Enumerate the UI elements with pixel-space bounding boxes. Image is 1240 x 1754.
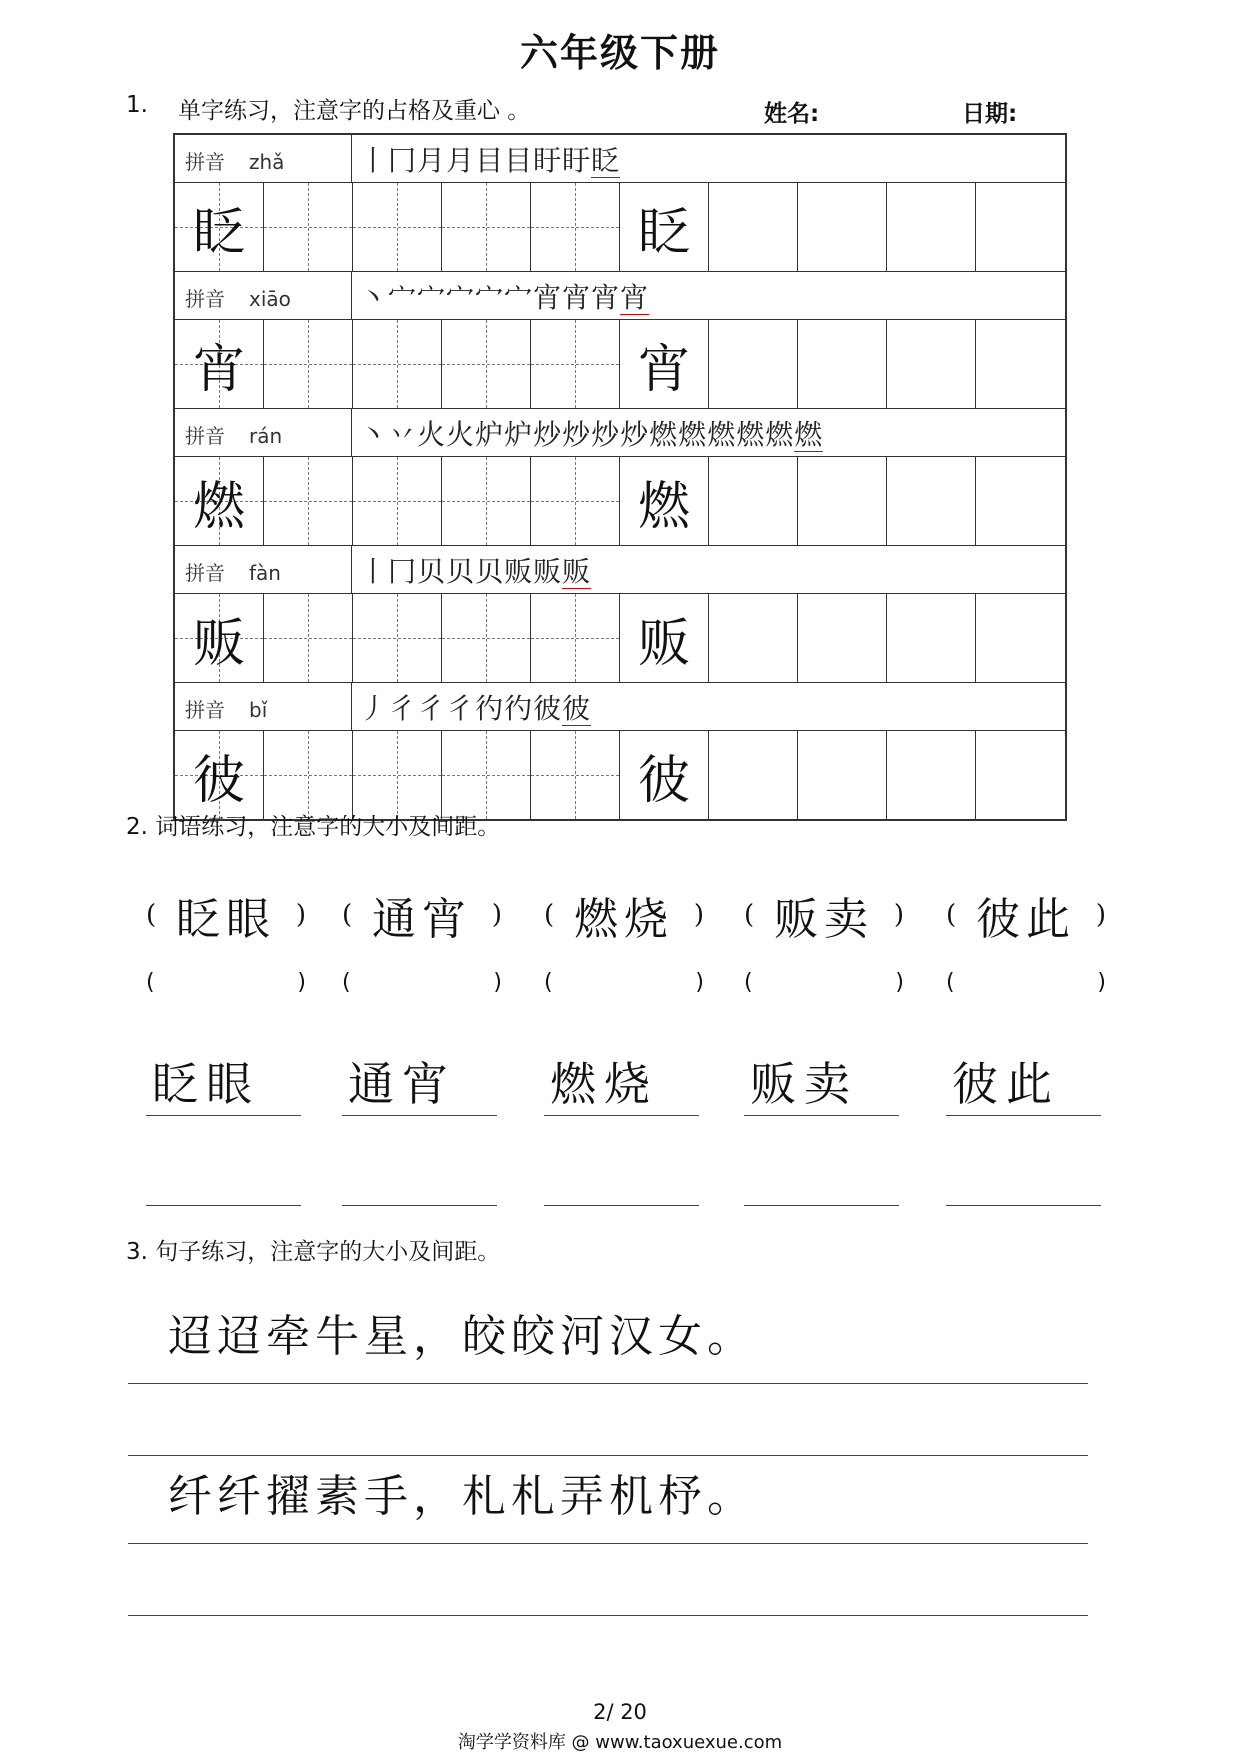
stroke-step: 炒 <box>533 418 563 451</box>
paren-open: ( <box>342 970 351 995</box>
page-number: 2/ 20 <box>593 1700 647 1724</box>
pinyin-value: rán <box>249 424 283 448</box>
writing-cell[interactable] <box>798 320 887 408</box>
paren-close: ) <box>1097 970 1106 995</box>
word-write-line[interactable] <box>946 1205 1101 1206</box>
stroke-step: 炒 <box>620 418 650 451</box>
section2-instruction: 2. 词语练习，注意字的大小及间距。 <box>126 814 501 840</box>
writing-row <box>175 457 1065 546</box>
paren-open: ( <box>946 970 955 995</box>
model-character: 彼 <box>192 750 245 811</box>
stroke-step: 彳 <box>388 692 418 725</box>
stroke-step: 炒 <box>562 418 592 451</box>
writing-cell[interactable] <box>264 594 353 682</box>
section1-number: 1. <box>126 92 148 118</box>
stroke-step: 燃 <box>765 418 795 451</box>
model-character: 燃 <box>192 476 245 537</box>
pinyin-row <box>175 135 1065 183</box>
paren-close: ) <box>491 900 502 930</box>
stroke-order <box>359 276 649 316</box>
word-trace: 彼此 <box>952 1057 1060 1111</box>
stroke-step: 月 <box>446 144 476 177</box>
stroke-step: 宀 <box>446 281 476 314</box>
writing-cell[interactable] <box>353 320 442 408</box>
pinyin-label-text: 拼音 <box>185 424 225 448</box>
paren-open: ( <box>946 900 957 930</box>
date-label: 日期: <box>962 101 1018 127</box>
writing-cell[interactable] <box>709 457 798 545</box>
pinyin-blank[interactable] <box>146 970 306 995</box>
writing-cell[interactable] <box>976 320 1065 408</box>
stroke-step: 丨 <box>359 144 389 177</box>
stroke-step: 眨 <box>591 144 621 177</box>
writing-cell[interactable] <box>620 731 709 819</box>
writing-cell[interactable] <box>798 183 887 271</box>
stroke-step: 冂 <box>388 555 418 588</box>
pinyin-label-text: 拼音 <box>185 150 225 174</box>
section3-instruction: 3. 句子练习，注意字的大小及间距。 <box>126 1239 501 1265</box>
paren-open: ( <box>342 900 353 930</box>
stroke-step: 宀 <box>475 281 505 314</box>
writing-cell[interactable] <box>887 731 976 819</box>
stroke-step: 丷 <box>388 418 418 451</box>
paren-close: ) <box>295 900 306 930</box>
writing-cell[interactable] <box>709 183 798 271</box>
word-trace-line[interactable] <box>744 1115 899 1116</box>
pinyin-label <box>185 557 335 586</box>
word-write-line[interactable] <box>342 1205 497 1206</box>
pinyin-row <box>175 683 1065 731</box>
stroke-order <box>359 687 591 727</box>
paren-close: ) <box>695 970 704 995</box>
writing-cell[interactable] <box>442 731 531 819</box>
pinyin-label <box>185 283 335 312</box>
stroke-step: 宵 <box>620 281 650 314</box>
pinyin-label <box>185 694 335 723</box>
writing-cell[interactable] <box>620 594 709 682</box>
pinyin-value: fàn <box>249 561 281 585</box>
writing-cell[interactable] <box>442 457 531 545</box>
character-practice-grid <box>173 133 1067 821</box>
model-character: 燃 <box>637 476 690 537</box>
writing-cell[interactable] <box>976 457 1065 545</box>
stroke-step: 目 <box>504 144 534 177</box>
word-trace-line[interactable] <box>544 1115 699 1116</box>
word-model: 通宵 <box>372 894 472 945</box>
stroke-step: 燃 <box>794 418 824 451</box>
stroke-step: 丶 <box>359 418 389 451</box>
writing-cell[interactable] <box>442 183 531 271</box>
word-trace: 贩卖 <box>750 1057 858 1111</box>
word-with-parentheses <box>544 885 704 945</box>
stroke-order <box>359 550 591 590</box>
writing-cell[interactable] <box>353 594 442 682</box>
word-with-parentheses <box>146 885 306 945</box>
writing-cell[interactable] <box>887 594 976 682</box>
paren-open: ( <box>744 970 753 995</box>
stroke-step: 宀 <box>388 281 418 314</box>
paren-open: ( <box>544 970 553 995</box>
word-with-parentheses <box>342 885 502 945</box>
pinyin-label <box>185 146 335 175</box>
pinyin-blank[interactable] <box>342 970 502 995</box>
pinyin-blank[interactable] <box>744 970 904 995</box>
sentence-write-line[interactable] <box>128 1455 1088 1456</box>
word-trace-line[interactable] <box>946 1115 1101 1116</box>
sentence-model: 纤纤擢素手，札札弄机杼。 <box>168 1471 756 1522</box>
stroke-step: 燃 <box>649 418 679 451</box>
model-character: 眨 <box>637 202 690 263</box>
model-character: 彼 <box>637 750 690 811</box>
writing-cell[interactable] <box>531 594 620 682</box>
writing-cell[interactable] <box>798 594 887 682</box>
paren-open: ( <box>146 970 155 995</box>
stroke-step: 彳 <box>417 692 447 725</box>
paren-open: ( <box>744 900 755 930</box>
paren-close: ) <box>297 970 306 995</box>
pinyin-blank[interactable] <box>544 970 704 995</box>
model-character: 贩 <box>637 613 690 674</box>
word-trace: 眨眼 <box>152 1057 260 1111</box>
stroke-step: 丿 <box>359 692 389 725</box>
stroke-step: 火 <box>417 418 447 451</box>
stroke-step: 盱 <box>562 144 592 177</box>
writing-row <box>175 731 1065 819</box>
word-model: 眨眼 <box>176 894 276 945</box>
stroke-step: 炉 <box>475 418 505 451</box>
stroke-step: 宀 <box>417 281 447 314</box>
stroke-step: 宵 <box>591 281 621 314</box>
paren-close: ) <box>693 900 704 930</box>
paren-close: ) <box>895 970 904 995</box>
writing-cell[interactable] <box>175 731 264 819</box>
stroke-step: 彼 <box>562 692 592 725</box>
word-trace-line[interactable] <box>342 1115 497 1116</box>
word-trace: 燃烧 <box>550 1057 658 1111</box>
writing-cell[interactable] <box>976 731 1065 819</box>
word-model: 贩卖 <box>774 894 874 945</box>
stroke-step: 盱 <box>533 144 563 177</box>
stroke-step: 宵 <box>533 281 563 314</box>
writing-cell[interactable] <box>709 731 798 819</box>
stroke-step: 宵 <box>562 281 592 314</box>
writing-cell[interactable] <box>353 457 442 545</box>
stroke-step: 彼 <box>533 692 563 725</box>
writing-cell[interactable] <box>175 594 264 682</box>
writing-cell[interactable] <box>620 183 709 271</box>
stroke-step: 贝 <box>446 555 476 588</box>
name-label: 姓名: <box>764 101 820 127</box>
stroke-step: 贩 <box>533 555 563 588</box>
writing-cell[interactable] <box>887 320 976 408</box>
writing-cell[interactable] <box>264 320 353 408</box>
stroke-order <box>359 413 823 453</box>
stroke-step: 丨 <box>359 555 389 588</box>
stroke-step: 燃 <box>707 418 737 451</box>
stroke-step: 炉 <box>504 418 534 451</box>
writing-cell[interactable] <box>264 731 353 819</box>
stroke-step: 宀 <box>504 281 534 314</box>
word-model: 燃烧 <box>574 894 674 945</box>
writing-cell[interactable] <box>798 731 887 819</box>
writing-cell[interactable] <box>531 731 620 819</box>
paren-open: ( <box>146 900 157 930</box>
writing-cell[interactable] <box>175 320 264 408</box>
paren-close: ) <box>493 970 502 995</box>
stroke-step: 燃 <box>678 418 708 451</box>
writing-cell[interactable] <box>442 594 531 682</box>
stroke-step: 月 <box>417 144 447 177</box>
word-trace-line[interactable] <box>146 1115 301 1116</box>
sentence-write-line[interactable] <box>128 1615 1088 1616</box>
section1-instruction: 单字练习，注意字的占格及重心 。 <box>178 98 531 124</box>
pinyin-row <box>175 546 1065 594</box>
stroke-step: 炒 <box>591 418 621 451</box>
writing-cell[interactable] <box>353 731 442 819</box>
writing-cell[interactable] <box>264 183 353 271</box>
writing-cell[interactable] <box>264 457 353 545</box>
stroke-step: 火 <box>446 418 476 451</box>
model-character: 宵 <box>637 339 690 400</box>
pinyin-label-text: 拼音 <box>185 561 225 585</box>
writing-cell[interactable] <box>709 320 798 408</box>
stroke-step: 彴 <box>504 692 534 725</box>
writing-cell[interactable] <box>976 183 1065 271</box>
stroke-step: 贝 <box>475 555 505 588</box>
paren-close: ) <box>893 900 904 930</box>
footer-source: 淘学学资料库 @ www.taoxuexue.com <box>457 1732 783 1753</box>
stroke-step: 彳 <box>446 692 476 725</box>
stroke-step: 彴 <box>475 692 505 725</box>
writing-row <box>175 183 1065 272</box>
stroke-step: 贩 <box>562 555 592 588</box>
pinyin-blank[interactable] <box>946 970 1106 995</box>
stroke-step: 目 <box>475 144 505 177</box>
paren-open: ( <box>544 900 555 930</box>
word-with-parentheses <box>744 885 904 945</box>
stroke-step: 丶 <box>359 281 389 314</box>
writing-cell[interactable] <box>798 457 887 545</box>
writing-row <box>175 320 1065 409</box>
pinyin-value: zhǎ <box>249 150 285 174</box>
page-title: 六年级下册 <box>519 31 720 75</box>
writing-cell[interactable] <box>442 320 531 408</box>
stroke-step: 燃 <box>736 418 766 451</box>
model-character: 贩 <box>192 613 245 674</box>
writing-cell[interactable] <box>531 320 620 408</box>
stroke-order <box>359 139 620 179</box>
pinyin-value: xiāo <box>249 287 291 311</box>
writing-cell[interactable] <box>175 457 264 545</box>
pinyin-label-text: 拼音 <box>185 698 225 722</box>
writing-cell[interactable] <box>709 594 798 682</box>
sentence-trace-line[interactable] <box>128 1383 1088 1384</box>
model-character: 宵 <box>192 339 245 400</box>
pinyin-value: bǐ <box>249 698 268 722</box>
pinyin-row <box>175 409 1065 457</box>
pinyin-label-text: 拼音 <box>185 287 225 311</box>
word-with-parentheses <box>946 885 1106 945</box>
word-trace: 通宵 <box>348 1057 456 1111</box>
writing-cell[interactable] <box>531 457 620 545</box>
writing-row <box>175 594 1065 683</box>
writing-cell[interactable] <box>531 183 620 271</box>
word-model: 彼此 <box>976 894 1076 945</box>
stroke-step: 贩 <box>504 555 534 588</box>
word-write-line[interactable] <box>744 1205 899 1206</box>
stroke-step: 贝 <box>417 555 447 588</box>
pinyin-label <box>185 420 335 449</box>
word-write-line[interactable] <box>146 1205 301 1206</box>
writing-cell[interactable] <box>976 594 1065 682</box>
paren-close: ) <box>1095 900 1106 930</box>
word-write-line[interactable] <box>544 1205 699 1206</box>
writing-cell[interactable] <box>887 183 976 271</box>
writing-cell[interactable] <box>887 457 976 545</box>
sentence-model: 迢迢牵牛星，皎皎河汉女。 <box>168 1311 756 1362</box>
stroke-step: 冂 <box>388 144 418 177</box>
model-character: 眨 <box>192 202 245 263</box>
writing-cell[interactable] <box>620 457 709 545</box>
writing-cell[interactable] <box>620 320 709 408</box>
sentence-trace-line[interactable] <box>128 1543 1088 1544</box>
writing-cell[interactable] <box>175 183 264 271</box>
pinyin-row <box>175 272 1065 320</box>
writing-cell[interactable] <box>353 183 442 271</box>
